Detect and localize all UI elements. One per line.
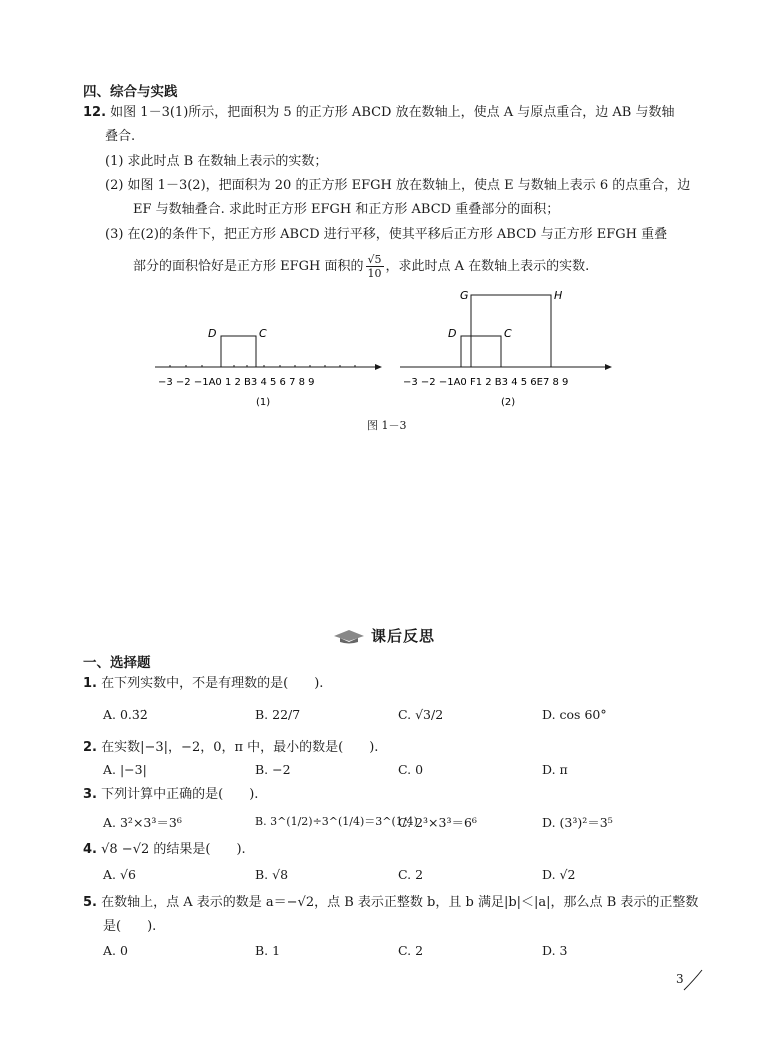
q5-option-d[interactable]: D. 3 (542, 943, 568, 958)
q3-option-d[interactable]: D. (3³)²＝3⁵ (542, 815, 613, 830)
square-abcd-2 (461, 336, 501, 367)
q5-option-c[interactable]: C. 2 (398, 943, 424, 958)
question-stem: 下列计算中正确的是( ). (101, 787, 259, 802)
sub3-text-a: 部分的面积恰好是正方形 EFGH 面积的 (133, 259, 364, 274)
label-D: D (208, 327, 217, 340)
graduation-cap-icon (333, 628, 365, 644)
question-12-line2: 叠合. (105, 129, 136, 144)
label-G: G (460, 289, 469, 302)
question-number: 1. (83, 676, 97, 691)
question-stem: √8 −√2 的结果是( ). (101, 842, 246, 857)
q2-option-b[interactable]: B. −2 (255, 762, 291, 777)
q3-option-c[interactable]: C. 2³×3³＝6⁶ (398, 815, 477, 830)
q1-option-d[interactable]: D. cos 60° (542, 707, 607, 722)
question-stem: 在数轴上，点 A 表示的数是 a＝−√2，点 B 表示正整数 b，且 b 满足|b|＜|a|，那么点 B 表示的正整数 (101, 895, 699, 910)
q2-option-c[interactable]: C. 0 (398, 762, 424, 777)
q1-option-b[interactable]: B. 22/7 (255, 707, 301, 722)
section-title-choice: 一、选择题 (83, 655, 151, 671)
figure-1 (155, 327, 382, 408)
question-12-sub2-line2: EF 与数轴叠合. 求此时正方形 EFGH 和正方形 ABCD 重叠部分的面积； (133, 202, 560, 217)
question-stem: 在下列实数中，不是有理数的是( ). (101, 676, 324, 691)
reflect-title: 课后反思 (371, 627, 436, 645)
q4-option-d[interactable]: D. √2 (542, 867, 576, 882)
question-12-sub3-line1: (3) 在(2)的条件下，把正方形 ABCD 进行平移，使其平移后正方形 ABCD 与正方形 EFGH 重叠 (105, 227, 668, 242)
question-stem: 在实数|−3|，−2，0，π 中，最小的数是( ). (101, 740, 379, 755)
question-12-sub1: (1) 求此时点 B 在数轴上表示的实数； (105, 154, 328, 169)
q4-option-b[interactable]: B. √8 (255, 867, 289, 882)
question-text: 如图 1－3(1)所示，把面积为 5 的正方形 ABCD 放在数轴上，使点 A 与原点重合，边 AB 与数轴 (110, 105, 675, 120)
figure-title: 图 1－3 (367, 419, 407, 432)
q3-option-b[interactable]: B. 3^(1/2)÷3^(1/4)＝3^(1/4) (255, 815, 418, 828)
label-C-2: C (504, 327, 512, 340)
figure-2 (400, 289, 612, 408)
question-5-line2: 是( ). (103, 919, 157, 934)
caption-1: (1) (256, 397, 271, 408)
q2-option-d[interactable]: D. π (542, 762, 568, 777)
axis-labels-2: −3 −2 −1A0 F1 2 B3 4 5 6E7 8 9 (403, 377, 569, 388)
q3-option-a[interactable]: A. 3²×3³＝3⁶ (103, 815, 182, 830)
q1-option-c[interactable]: C. √3/2 (398, 707, 444, 722)
question-12-line1 (83, 103, 674, 123)
q5-option-a[interactable]: A. 0 (103, 943, 128, 958)
fraction-denominator: 10 (367, 267, 382, 280)
question-12-sub3-line2 (133, 253, 589, 280)
q5-option-b[interactable]: B. 1 (255, 943, 281, 958)
figure-1-3 (150, 285, 630, 415)
page-number-wrap (676, 972, 684, 987)
question-3 (83, 785, 258, 805)
fraction (366, 253, 384, 280)
question-number: 2. (83, 740, 97, 755)
square-abcd (221, 336, 256, 367)
section-title-comprehensive: 四、综合与实践 (83, 84, 178, 100)
caption-2: (2) (501, 397, 516, 408)
question-1 (83, 674, 323, 694)
question-number: 3. (83, 787, 97, 802)
sub3-text-b: ，求此时点 A 在数轴上表示的实数. (385, 259, 590, 274)
question-2 (83, 738, 378, 758)
question-number: 12. (83, 105, 107, 120)
question-12-sub2-line1: (2) 如图 1－3(2)，把面积为 20 的正方形 EFGH 放在数轴上，使点 E 与数轴上表示 6 的点重合，边 (105, 178, 691, 193)
label-C: C (259, 327, 267, 340)
page-number: 3 (676, 972, 684, 986)
q2-option-a[interactable]: A. |−3| (103, 762, 147, 777)
q4-option-a[interactable]: A. √6 (103, 867, 136, 882)
q1-option-a[interactable]: A. 0.3̇2̇ (103, 707, 148, 722)
page-swoosh-icon (682, 968, 704, 992)
label-H: H (554, 289, 563, 302)
reflect-header (333, 625, 435, 646)
fraction-numerator: √5 (367, 253, 382, 266)
question-number: 5. (83, 895, 97, 910)
question-4 (83, 840, 246, 860)
question-5 (83, 893, 698, 913)
question-number: 4. (83, 842, 97, 857)
label-D-2: D (448, 327, 457, 340)
q4-option-c[interactable]: C. 2 (398, 867, 424, 882)
axis-labels-1: −3 −2 −1A0 1 2 B3 4 5 6 7 8 9 (158, 377, 315, 388)
